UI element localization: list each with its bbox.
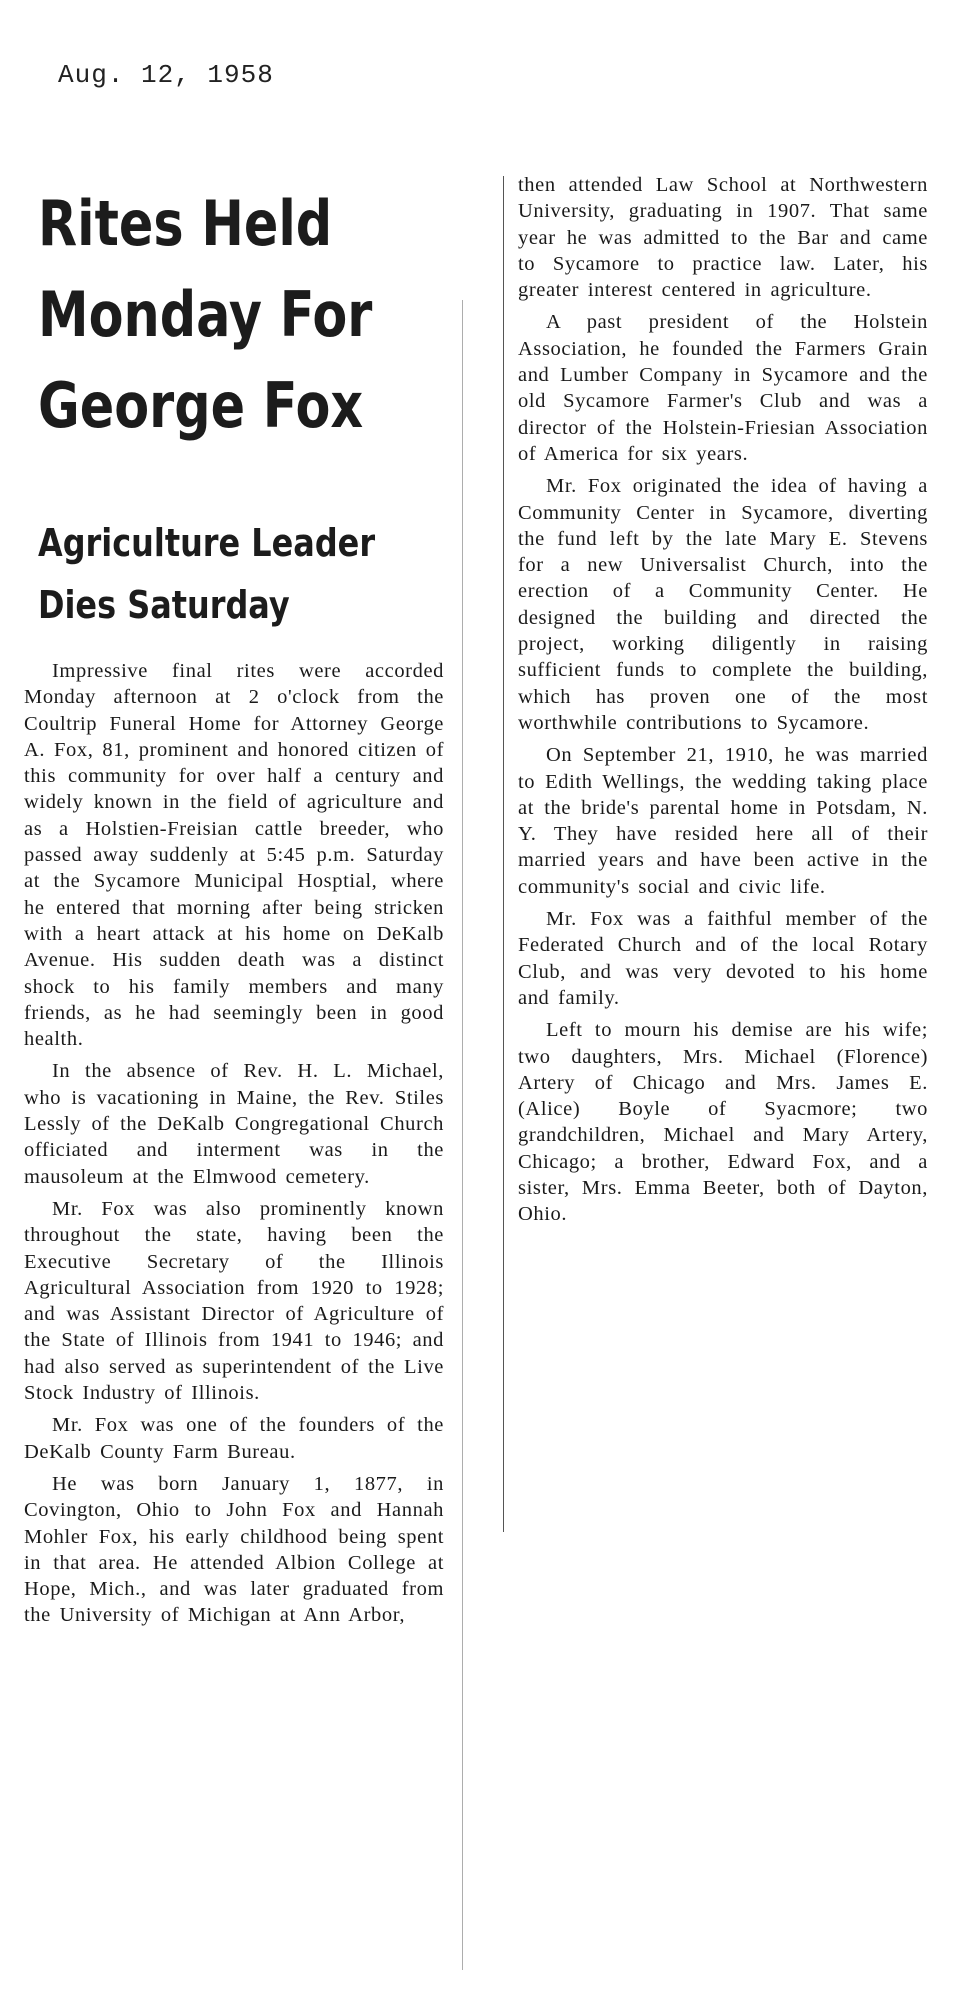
clipping-date: Aug. 12, 1958 (58, 60, 274, 90)
paragraph: Mr. Fox was also prominently known throughout the state, having been the Executive Secretary of the Illinois Agricultural Association from 1920 to 1928; and was Assistant Director of Agriculture of the State of Illinois from 1941 to 1946; and had also served as superintendent of the Live Stock Industry of Illinois. (24, 1197, 444, 1405)
paragraph: Mr. Fox originated the idea of having a Community Center in Sycamore, diverting the fund left by the late Mary E. Stevens for a new Universalist Church, into the erection of a Community Center. He designed the building and directed the project, working diligently in raising sufficient funds to complete the building, which has proven one of the most worthwhile contributions to Sycamore. (518, 475, 928, 734)
column-divider (503, 176, 504, 1532)
headline: Rites Held Monday For George Fox (38, 187, 373, 442)
article-column-right (518, 172, 928, 1234)
paragraph: On September 21, 1910, he was married to Edith Wellings, the wedding taking place at the bride's parental home in Potsdam, N. Y. They have resided here all of their married years and have been active in the community's social and civic life. (518, 744, 928, 898)
paragraph: Left to mourn his demise are his wife; two daughters, Mrs. Michael (Florence) Artery of Chicago and Mrs. James E. (Alice) Boyle of Syacmore; two grandchildren, Michael and Mary Artery, Chicago; a brother, Edward Fox, and a sister, Mrs. Emma Beeter, both of Dayton, Ohio. (518, 1019, 928, 1226)
paragraph: Mr. Fox was one of the founders of the DeKalb County Farm Bureau. (24, 1414, 444, 1463)
article-column-left (24, 658, 444, 1635)
subheadline: Agriculture Leader Dies Saturday (38, 521, 376, 627)
paragraph: Impressive final rites were accorded Monday afternoon at 2 o'clock from the Coultrip Funeral Home for Attorney George A. Fox, 81, prominent and honored citizen of this community for over half a century and widely known in the field of agriculture and as a Holstien-Freisian cattle breeder, who passed away suddenly at 5:45 p.m. Saturday at the Sycamore Municipal Hosptial, where he entered that morning after being stricken with a heart attack at his home on DeKalb Avenue. His sudden death was a distinct shock to his family members and many friends, as he had seemingly been in good health. (24, 660, 444, 1051)
paragraph: In the absence of Rev. H. L. Michael, who is vacationing in Maine, the Rev. Stiles Lessly of the DeKalb Congregational Church officiated and interment was in the mausoleum at the Elmwood cemetery. (24, 1060, 444, 1188)
paragraph: then attended Law School at Northwestern University, graduating in 1907. That same year he was admitted to the Bar and came to Sycamore to practice law. Later, his greater interest centered in agriculture. (518, 174, 928, 302)
paragraph: A past president of the Holstein Association, he founded the Farmers Grain and Lumber Company in Sycamore and the old Sycamore Farmer's Club and was a director of the Holstein-Friesian Association of America for six years. (518, 311, 928, 465)
column-edge-rule (462, 300, 463, 1970)
paragraph: He was born January 1, 1877, in Covington, Ohio to John Fox and Hannah Mohler Fox, his early childhood being spent in that area. He attended Albion College at Hope, Mich., and was later graduated from the University of Michigan at Ann Arbor, (24, 1472, 444, 1627)
paragraph: Mr. Fox was a faithful member of the Federated Church and of the local Rotary Club, and was very devoted to his home and family. (518, 908, 928, 1009)
